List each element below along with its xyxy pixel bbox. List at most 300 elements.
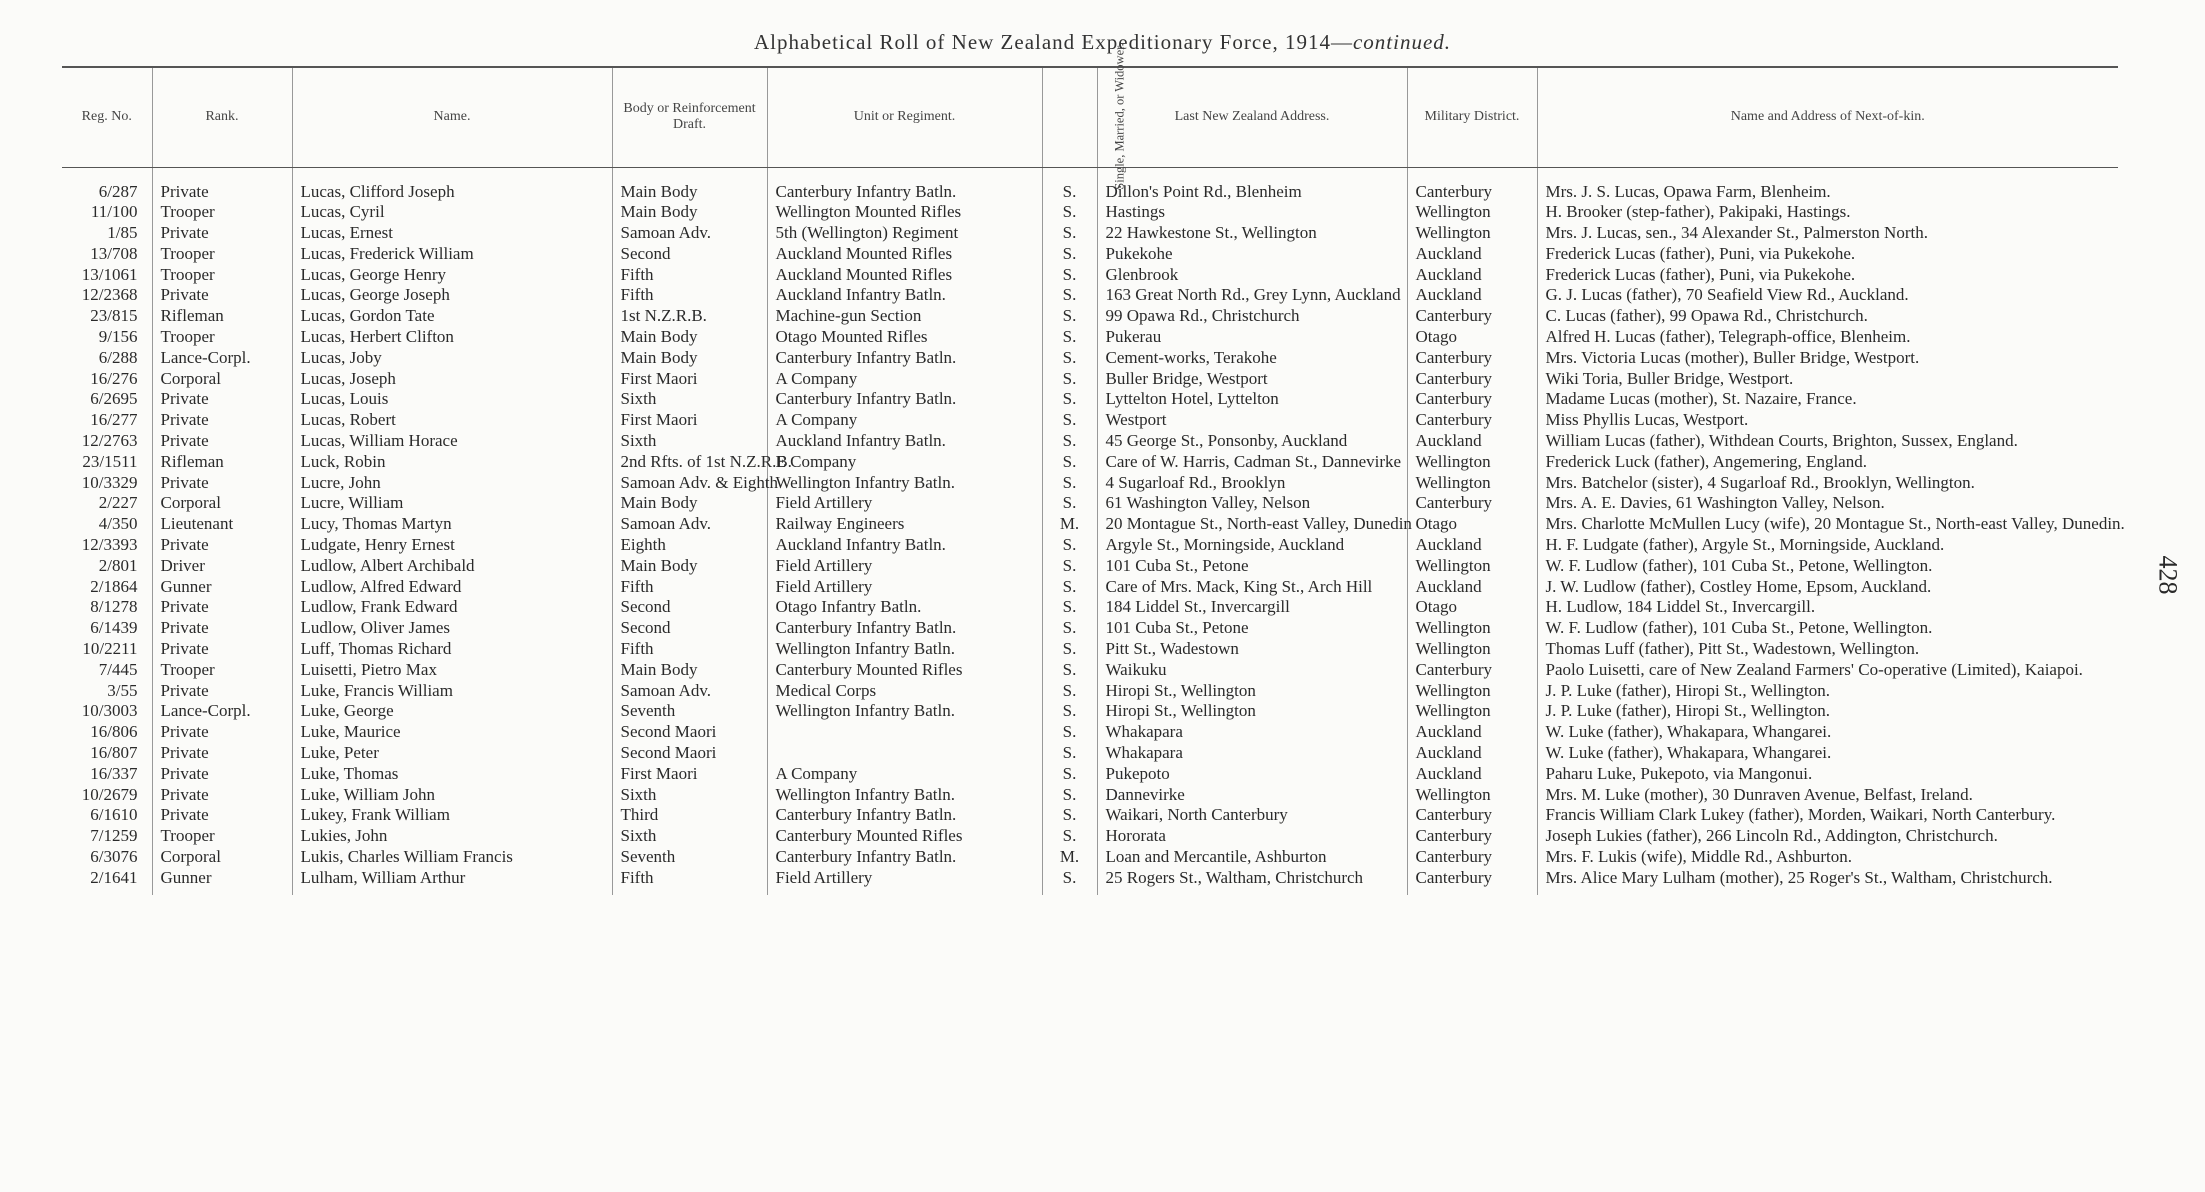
cell-rank: Trooper — [152, 826, 292, 847]
cell-reg-no: 10/2211 — [82, 639, 138, 659]
cell-address: Buller Bridge, Westport — [1097, 369, 1407, 390]
cell-reg-no: 16/337 — [90, 763, 138, 783]
cell-unit: Auckland Mounted Rifles — [767, 244, 1042, 265]
cell-next-of-kin: Mrs. Alice Mary Lulham (mother), 25 Roger's St., Waltham, Christchurch. — [1537, 868, 2118, 895]
cell-draft: Third — [612, 805, 767, 826]
cell-name: Ludgate, Henry Ernest — [292, 535, 612, 556]
cell-rank: Lance-Corpl. — [152, 348, 292, 369]
cell-district: Canterbury — [1407, 868, 1537, 895]
cell-address: 163 Great North Rd., Grey Lynn, Auckland — [1097, 285, 1407, 306]
page-number: 428 — [2153, 555, 2183, 595]
cell-reg-no: 8/1278 — [90, 597, 138, 617]
cell-name: Luck, Robin — [292, 452, 612, 473]
cell-rank: Private — [152, 681, 292, 702]
cell-draft: Fifth — [612, 285, 767, 306]
cell-draft: Sixth — [612, 431, 767, 452]
cell-draft: Sixth — [612, 826, 767, 847]
roll-body — [62, 167, 2125, 895]
cell-address: Waikari, North Canterbury — [1097, 805, 1407, 826]
cell-draft: Second Maori — [612, 743, 767, 764]
cell-district: Auckland — [1407, 265, 1537, 286]
cell-marital: S. — [1042, 265, 1097, 286]
cell-district: Auckland — [1407, 743, 1537, 764]
cell-name: Luke, William John — [292, 785, 612, 806]
cell-name: Lucy, Thomas Martyn — [292, 514, 612, 535]
cell-reg-no: 13/1061 — [81, 264, 138, 284]
cell-district: Wellington — [1407, 452, 1537, 473]
table-row — [62, 182, 2118, 203]
cell-address: 184 Liddel St., Invercargill — [1097, 597, 1407, 618]
cell-next-of-kin: Miss Phyllis Lucas, Westport. — [1537, 410, 2118, 431]
cell-next-of-kin: H. Brooker (step-father), Pakipaki, Hastings. — [1537, 202, 2118, 223]
title-main: Alphabetical Roll of New Zealand Expeditionary Force, 1914— — [753, 30, 1353, 54]
cell-marital: S. — [1042, 681, 1097, 702]
cell-rank: Private — [152, 410, 292, 431]
cell-marital: S. — [1042, 410, 1097, 431]
cell-name: Lucas, William Horace — [292, 431, 612, 452]
table-row — [62, 202, 2118, 223]
table-row — [62, 410, 2118, 431]
cell-reg-no: 1/85 — [107, 223, 138, 243]
cell-next-of-kin: Paharu Luke, Pukepoto, via Mangonui. — [1537, 764, 2118, 785]
cell-unit: Auckland Mounted Rifles — [767, 265, 1042, 286]
cell-draft: Seventh — [612, 701, 767, 722]
cell-unit: Railway Engineers — [767, 514, 1042, 535]
cell-next-of-kin: Thomas Luff (father), Pitt St., Wadestown, Wellington. — [1537, 639, 2118, 660]
table-row — [62, 722, 2118, 743]
cell-district: Wellington — [1407, 681, 1537, 702]
table-row — [62, 493, 2118, 514]
table-row — [62, 743, 2118, 764]
table-row — [62, 514, 2118, 535]
cell-district: Canterbury — [1407, 389, 1537, 410]
cell-district: Wellington — [1407, 556, 1537, 577]
cell-name: Lucas, Robert — [292, 410, 612, 431]
cell-next-of-kin: Mrs. J. Lucas, sen., 34 Alexander St., Palmerston North. — [1537, 223, 2118, 244]
cell-address: Westport — [1097, 410, 1407, 431]
title-continued: continued. — [1352, 30, 1452, 54]
cell-marital: S. — [1042, 743, 1097, 764]
cell-rank: Trooper — [152, 327, 292, 348]
cell-next-of-kin: W. Luke (father), Whakapara, Whangarei. — [1537, 722, 2118, 743]
cell-rank: Trooper — [152, 202, 292, 223]
cell-reg-no: 12/3393 — [81, 535, 138, 555]
cell-address: Dannevirke — [1097, 785, 1407, 806]
cell-next-of-kin: W. F. Ludlow (father), 101 Cuba St., Petone, Wellington. — [1537, 556, 2118, 577]
col-header-marital-text: Single, Married, or Widower. — [1112, 43, 1127, 190]
cell-district: Wellington — [1407, 202, 1537, 223]
cell-marital: M. — [1042, 514, 1097, 535]
cell-marital: S. — [1042, 785, 1097, 806]
cell-unit: Canterbury Infantry Batln. — [767, 847, 1042, 868]
cell-marital: S. — [1042, 639, 1097, 660]
cell-draft: Main Body — [612, 348, 767, 369]
cell-marital: S. — [1042, 826, 1097, 847]
cell-reg-no: 13/708 — [90, 243, 138, 263]
cell-next-of-kin: Mrs. Victoria Lucas (mother), Buller Bridge, Westport. — [1537, 348, 2118, 369]
cell-rank: Private — [152, 785, 292, 806]
cell-unit: 5th (Wellington) Regiment — [767, 223, 1042, 244]
cell-reg-no: 6/1439 — [90, 618, 138, 638]
cell-draft: 2nd Rfts. of 1st N.Z.R.B. — [612, 452, 767, 473]
cell-unit: Canterbury Infantry Batln. — [767, 348, 1042, 369]
table-row — [62, 660, 2118, 681]
cell-name: Luke, George — [292, 701, 612, 722]
cell-district: Otago — [1407, 327, 1537, 348]
cell-address: Pukerau — [1097, 327, 1407, 348]
cell-district: Wellington — [1407, 223, 1537, 244]
table-row — [62, 764, 2118, 785]
table-row — [62, 847, 2118, 868]
cell-name: Ludlow, Alfred Edward — [292, 577, 612, 598]
cell-address: 45 George St., Ponsonby, Auckland — [1097, 431, 1407, 452]
cell-rank: Trooper — [152, 660, 292, 681]
cell-address: Argyle St., Morningside, Auckland — [1097, 535, 1407, 556]
cell-reg-no: 2/801 — [98, 555, 138, 575]
cell-marital: S. — [1042, 244, 1097, 265]
cell-next-of-kin: H. F. Ludgate (father), Argyle St., Morningside, Auckland. — [1537, 535, 2118, 556]
col-header-unit: Unit or Regiment. — [767, 67, 1042, 167]
table-row — [62, 577, 2118, 598]
cell-district: Canterbury — [1407, 847, 1537, 868]
cell-district: Canterbury — [1407, 493, 1537, 514]
cell-district: Auckland — [1407, 577, 1537, 598]
cell-draft: Samoan Adv. — [612, 223, 767, 244]
cell-rank: Private — [152, 285, 292, 306]
cell-unit: Otago Infantry Batln. — [767, 597, 1042, 618]
cell-unit: Auckland Infantry Batln. — [767, 285, 1042, 306]
cell-next-of-kin: Paolo Luisetti, care of New Zealand Farmers' Co-operative (Limited), Kaiapoi. — [1537, 660, 2118, 681]
cell-address: Waikuku — [1097, 660, 1407, 681]
cell-draft: Seventh — [612, 847, 767, 868]
cell-rank: Private — [152, 182, 292, 203]
cell-unit: Wellington Infantry Batln. — [767, 785, 1042, 806]
cell-marital: S. — [1042, 327, 1097, 348]
cell-address: Pukekohe — [1097, 244, 1407, 265]
cell-draft: 1st N.Z.R.B. — [612, 306, 767, 327]
cell-rank: Private — [152, 618, 292, 639]
cell-address: Glenbrook — [1097, 265, 1407, 286]
cell-marital: S. — [1042, 722, 1097, 743]
cell-marital: S. — [1042, 597, 1097, 618]
cell-district: Auckland — [1407, 722, 1537, 743]
table-row — [62, 265, 2118, 286]
cell-reg-no: 7/1259 — [90, 826, 138, 846]
cell-reg-no: 16/277 — [90, 410, 138, 430]
cell-address: Hiropi St., Wellington — [1097, 681, 1407, 702]
cell-next-of-kin: C. Lucas (father), 99 Opawa Rd., Christchurch. — [1537, 306, 2118, 327]
cell-rank: Private — [152, 389, 292, 410]
cell-next-of-kin: G. J. Lucas (father), 70 Seafield View Rd., Auckland. — [1537, 285, 2118, 306]
cell-unit: Canterbury Infantry Batln. — [767, 618, 1042, 639]
cell-marital: S. — [1042, 577, 1097, 598]
cell-marital: S. — [1042, 369, 1097, 390]
cell-reg-no: 6/1610 — [90, 805, 138, 825]
table-row — [62, 826, 2118, 847]
cell-district: Auckland — [1407, 431, 1537, 452]
cell-name: Lukies, John — [292, 826, 612, 847]
cell-reg-no: 23/815 — [90, 306, 138, 326]
table-row — [62, 452, 2118, 473]
cell-marital: S. — [1042, 660, 1097, 681]
cell-district: Wellington — [1407, 473, 1537, 494]
cell-marital: S. — [1042, 473, 1097, 494]
cell-reg-no: 16/807 — [90, 743, 138, 763]
cell-next-of-kin: Frederick Lucas (father), Puni, via Pukekohe. — [1537, 265, 2118, 286]
cell-next-of-kin: H. Ludlow, 184 Liddel St., Invercargill. — [1537, 597, 2118, 618]
cell-address: 20 Montague St., North-east Valley, Dunedin — [1097, 514, 1407, 535]
cell-next-of-kin: J. W. Ludlow (father), Costley Home, Epsom, Auckland. — [1537, 577, 2118, 598]
cell-next-of-kin: Mrs. J. S. Lucas, Opawa Farm, Blenheim. — [1537, 182, 2118, 203]
cell-unit: Canterbury Infantry Batln. — [767, 182, 1042, 203]
cell-rank: Private — [152, 223, 292, 244]
cell-district: Wellington — [1407, 618, 1537, 639]
cell-name: Lucas, Louis — [292, 389, 612, 410]
table-row — [62, 701, 2118, 722]
cell-name: Ludlow, Frank Edward — [292, 597, 612, 618]
cell-district: Otago — [1407, 597, 1537, 618]
cell-district: Otago — [1407, 514, 1537, 535]
table-row — [62, 805, 2118, 826]
header-row — [62, 67, 2118, 167]
table-row — [62, 327, 2118, 348]
cell-draft: Sixth — [612, 389, 767, 410]
cell-reg-no: 9/156 — [98, 327, 138, 347]
cell-draft: Main Body — [612, 493, 767, 514]
cell-name: Luisetti, Pietro Max — [292, 660, 612, 681]
cell-reg-no: 3/55 — [107, 680, 138, 700]
cell-address: Whakapara — [1097, 722, 1407, 743]
cell-address: Care of W. Harris, Cadman St., Dannevirke — [1097, 452, 1407, 473]
cell-district: Auckland — [1407, 244, 1537, 265]
cell-next-of-kin: Francis William Clark Lukey (father), Morden, Waikari, North Canterbury. — [1537, 805, 2118, 826]
cell-address: Hiropi St., Wellington — [1097, 701, 1407, 722]
cell-reg-no: 2/1641 — [90, 867, 138, 887]
cell-name: Luke, Thomas — [292, 764, 612, 785]
cell-reg-no: 23/1511 — [82, 451, 138, 471]
cell-address: Cement-works, Terakohe — [1097, 348, 1407, 369]
cell-district: Canterbury — [1407, 348, 1537, 369]
cell-district: Canterbury — [1407, 182, 1537, 203]
cell-name: Lucas, Joby — [292, 348, 612, 369]
table-row — [62, 285, 2118, 306]
cell-name: Lukis, Charles William Francis — [292, 847, 612, 868]
cell-unit: Canterbury Infantry Batln. — [767, 389, 1042, 410]
cell-name: Lucas, Cyril — [292, 202, 612, 223]
cell-reg-no: 6/2695 — [90, 389, 138, 409]
cell-next-of-kin: J. P. Luke (father), Hiropi St., Wellington. — [1537, 681, 2118, 702]
cell-name: Lucas, Gordon Tate — [292, 306, 612, 327]
cell-name: Lucas, Joseph — [292, 369, 612, 390]
cell-unit: A Company — [767, 764, 1042, 785]
cell-next-of-kin: Frederick Lucas (father), Puni, via Pukekohe. — [1537, 244, 2118, 265]
cell-rank: Corporal — [152, 493, 292, 514]
cell-district: Wellington — [1407, 639, 1537, 660]
cell-address: 4 Sugarloaf Rd., Brooklyn — [1097, 473, 1407, 494]
cell-name: Lucas, Herbert Clifton — [292, 327, 612, 348]
cell-unit: Auckland Infantry Batln. — [767, 431, 1042, 452]
cell-rank: Rifleman — [152, 452, 292, 473]
cell-marital: S. — [1042, 431, 1097, 452]
cell-name: Lucre, William — [292, 493, 612, 514]
table-row — [62, 681, 2118, 702]
table-row — [62, 556, 2118, 577]
cell-address: 101 Cuba St., Petone — [1097, 556, 1407, 577]
cell-reg-no: 10/3329 — [81, 472, 138, 492]
table-row — [62, 389, 2118, 410]
cell-unit: Field Artillery — [767, 556, 1042, 577]
cell-rank: Rifleman — [152, 306, 292, 327]
cell-reg-no: 6/288 — [98, 347, 138, 367]
cell-marital: S. — [1042, 306, 1097, 327]
cell-reg-no: 12/2763 — [81, 431, 138, 451]
cell-draft: Second Maori — [612, 722, 767, 743]
table-row — [62, 306, 2118, 327]
cell-reg-no: 11/100 — [90, 202, 138, 222]
cell-name: Lukey, Frank William — [292, 805, 612, 826]
cell-district: Canterbury — [1407, 369, 1537, 390]
cell-reg-no: 7/445 — [98, 659, 138, 679]
cell-address: Whakapara — [1097, 743, 1407, 764]
cell-draft: Fifth — [612, 868, 767, 895]
cell-next-of-kin: Frederick Luck (father), Angemering, England. — [1537, 452, 2118, 473]
col-header-address: Last New Zealand Address. — [1097, 67, 1407, 167]
cell-rank: Private — [152, 597, 292, 618]
cell-draft: Second — [612, 244, 767, 265]
cell-marital: S. — [1042, 701, 1097, 722]
cell-address: Pukepoto — [1097, 764, 1407, 785]
cell-rank: Gunner — [152, 868, 292, 895]
col-header-district: Military District. — [1407, 67, 1537, 167]
table-row — [62, 369, 2118, 390]
cell-draft: Second — [612, 597, 767, 618]
cell-unit — [767, 743, 1042, 764]
cell-next-of-kin: Mrs. M. Luke (mother), 30 Dunraven Avenue, Belfast, Ireland. — [1537, 785, 2118, 806]
cell-marital: S. — [1042, 618, 1097, 639]
cell-address: 99 Opawa Rd., Christchurch — [1097, 306, 1407, 327]
col-header-marital — [1042, 43, 1127, 190]
cell-reg-no: 4/350 — [98, 514, 138, 534]
cell-district: Canterbury — [1407, 306, 1537, 327]
cell-next-of-kin: William Lucas (father), Withdean Courts, Brighton, Sussex, England. — [1537, 431, 2118, 452]
cell-next-of-kin: Madame Lucas (mother), St. Nazaire, France. — [1537, 389, 2118, 410]
cell-unit: Canterbury Mounted Rifles — [767, 826, 1042, 847]
col-header-draft: Body or Reinforcement Draft. — [612, 67, 767, 167]
table-row — [62, 785, 2118, 806]
cell-reg-no: 6/3076 — [90, 847, 138, 866]
cell-district: Auckland — [1407, 764, 1537, 785]
cell-next-of-kin: J. P. Luke (father), Hiropi St., Wellington. — [1537, 701, 2118, 722]
cell-marital: S. — [1042, 452, 1097, 473]
cell-unit: Field Artillery — [767, 493, 1042, 514]
cell-name: Lucas, Frederick William — [292, 244, 612, 265]
table-row — [62, 639, 2118, 660]
cell-district: Auckland — [1407, 285, 1537, 306]
cell-name: Lucas, Ernest — [292, 223, 612, 244]
cell-name: Luke, Maurice — [292, 722, 612, 743]
cell-name: Lulham, William Arthur — [292, 868, 612, 895]
cell-next-of-kin: W. F. Ludlow (father), 101 Cuba St., Petone, Wellington. — [1537, 618, 2118, 639]
cell-marital: S. — [1042, 202, 1097, 223]
cell-unit: Wellington Infantry Batln. — [767, 639, 1042, 660]
cell-reg-no: 10/2679 — [81, 784, 138, 804]
cell-reg-no: 6/287 — [98, 181, 138, 201]
cell-unit — [767, 722, 1042, 743]
cell-rank: Driver — [152, 556, 292, 577]
cell-address: 25 Rogers St., Waltham, Christchurch — [1097, 868, 1407, 895]
page-title — [0, 30, 2205, 55]
cell-next-of-kin: W. Luke (father), Whakapara, Whangarei. — [1537, 743, 2118, 764]
cell-name: Lucas, George Henry — [292, 265, 612, 286]
cell-draft: Main Body — [612, 182, 767, 203]
table-row — [62, 223, 2118, 244]
col-header-name: Name. — [292, 67, 612, 167]
cell-next-of-kin: Joseph Lukies (father), 266 Lincoln Rd., Addington, Christchurch. — [1537, 826, 2118, 847]
cell-reg-no: 16/806 — [90, 722, 138, 742]
cell-draft: First Maori — [612, 369, 767, 390]
cell-draft: Main Body — [612, 202, 767, 223]
cell-rank: Trooper — [152, 265, 292, 286]
cell-rank: Corporal — [152, 369, 292, 390]
cell-rank: Lieutenant — [152, 514, 292, 535]
cell-draft: Second — [612, 618, 767, 639]
cell-marital: S. — [1042, 556, 1097, 577]
cell-unit: Machine-gun Section — [767, 306, 1042, 327]
cell-rank: Private — [152, 431, 292, 452]
cell-unit: E Company — [767, 452, 1042, 473]
cell-draft: First Maori — [612, 764, 767, 785]
cell-marital: S. — [1042, 493, 1097, 514]
cell-unit: Wellington Mounted Rifles — [767, 202, 1042, 223]
cell-marital: S. — [1042, 348, 1097, 369]
cell-marital: S. — [1042, 182, 1097, 203]
cell-marital: S. — [1042, 868, 1097, 895]
cell-unit: A Company — [767, 410, 1042, 431]
cell-draft: Eighth — [612, 535, 767, 556]
cell-address: 61 Washington Valley, Nelson — [1097, 493, 1407, 514]
table-row — [62, 348, 2118, 369]
cell-district: Canterbury — [1407, 660, 1537, 681]
table-row — [62, 868, 2118, 895]
cell-name: Ludlow, Oliver James — [292, 618, 612, 639]
cell-rank: Private — [152, 639, 292, 660]
table-row — [62, 535, 2118, 556]
cell-address: 101 Cuba St., Petone — [1097, 618, 1407, 639]
cell-name: Luke, Peter — [292, 743, 612, 764]
cell-marital: S. — [1042, 389, 1097, 410]
cell-unit: Field Artillery — [767, 868, 1042, 895]
cell-district: Canterbury — [1407, 410, 1537, 431]
cell-rank: Private — [152, 473, 292, 494]
cell-unit: Canterbury Infantry Batln. — [767, 805, 1042, 826]
cell-district: Wellington — [1407, 785, 1537, 806]
col-header-rank: Rank. — [152, 67, 292, 167]
cell-unit: Canterbury Mounted Rifles — [767, 660, 1042, 681]
cell-marital: M. — [1042, 847, 1097, 868]
cell-unit: Wellington Infantry Batln. — [767, 701, 1042, 722]
cell-draft: Samoan Adv. — [612, 514, 767, 535]
cell-draft: Sixth — [612, 785, 767, 806]
cell-address: Dillon's Point Rd., Blenheim — [1097, 182, 1407, 203]
cell-name: Ludlow, Albert Archibald — [292, 556, 612, 577]
cell-next-of-kin: Alfred H. Lucas (father), Telegraph-office, Blenheim. — [1537, 327, 2118, 348]
cell-name: Lucas, George Joseph — [292, 285, 612, 306]
cell-next-of-kin: Mrs. F. Lukis (wife), Middle Rd., Ashburton. — [1537, 847, 2118, 868]
cell-rank: Private — [152, 805, 292, 826]
cell-unit: Wellington Infantry Batln. — [767, 473, 1042, 494]
cell-next-of-kin: Mrs. Charlotte McMullen Lucy (wife), 20 Montague St., North-east Valley, Dunedin. — [1537, 514, 2118, 535]
table-spacer — [62, 167, 2118, 182]
